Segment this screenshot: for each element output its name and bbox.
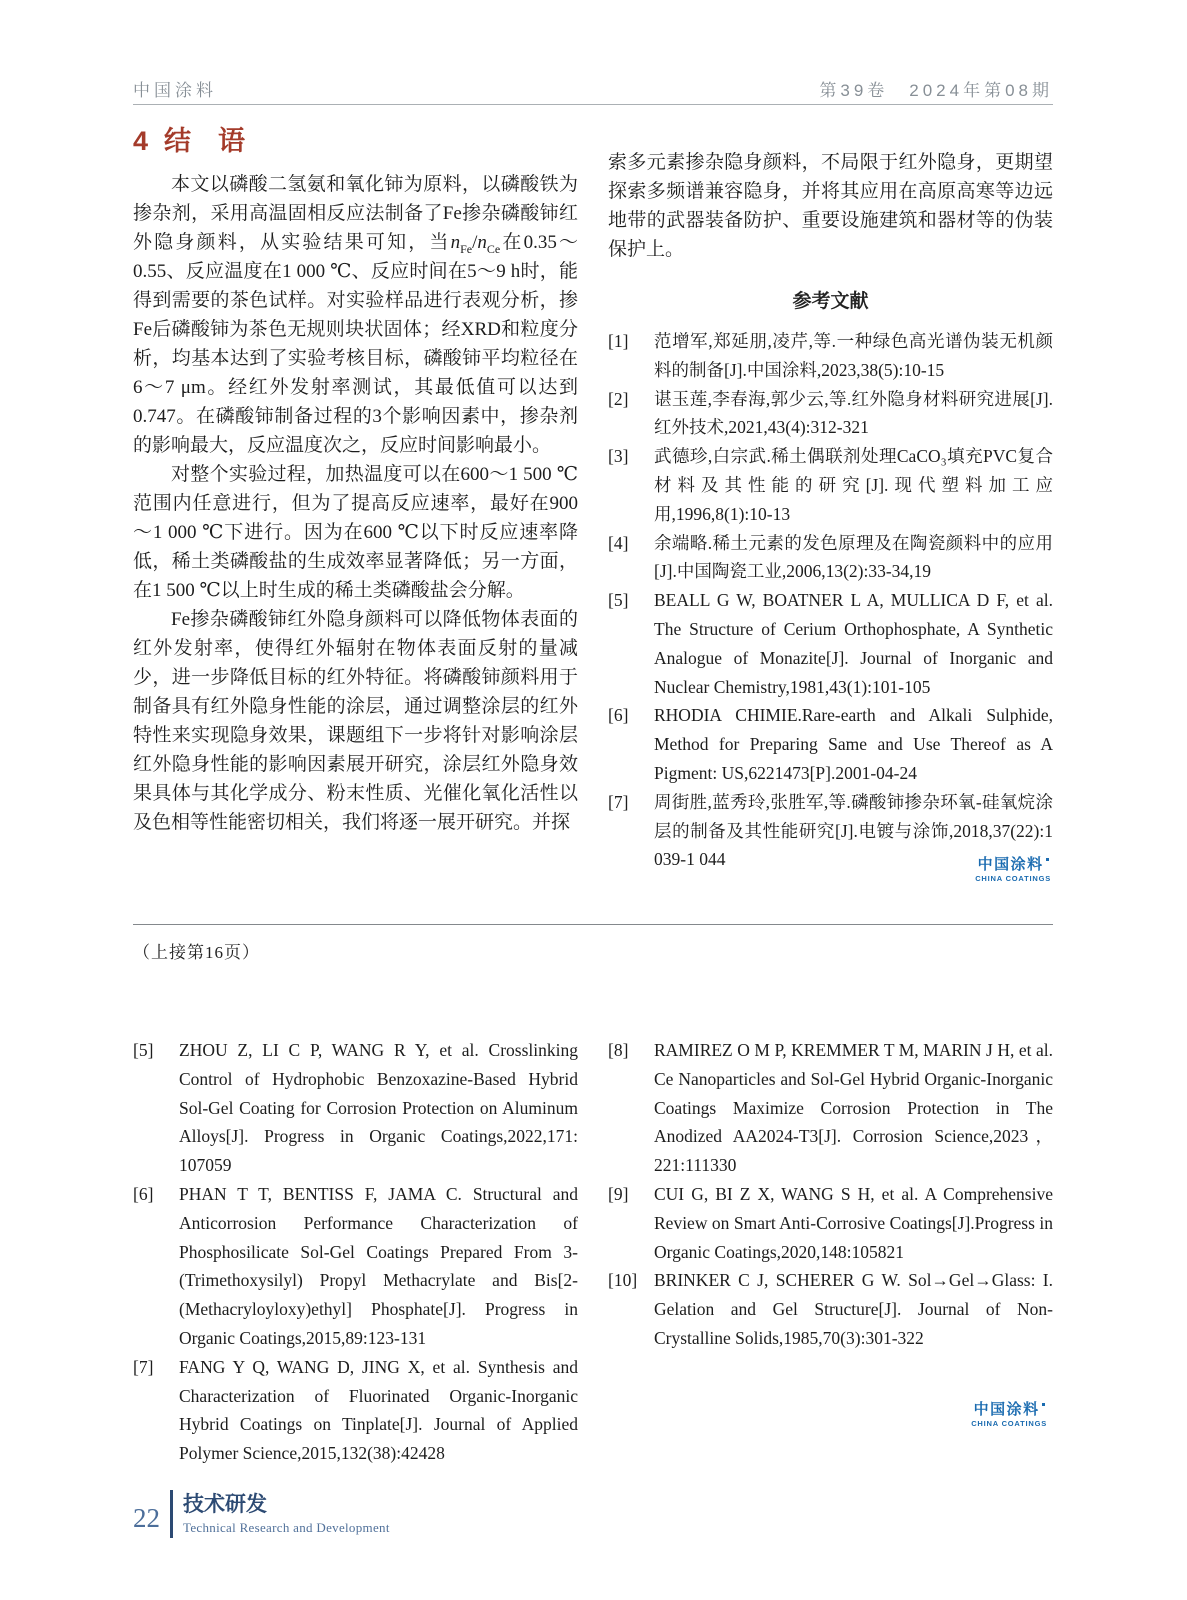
continued-references	[133, 1024, 1053, 1468]
reference-number: [3]	[608, 446, 629, 467]
footer-bar	[170, 1490, 173, 1538]
reference-number: [2]	[608, 388, 629, 409]
references-heading: 参考文献	[792, 291, 869, 312]
reference-number: [6]	[608, 705, 629, 726]
reference-item	[133, 1353, 578, 1468]
reference-item	[608, 442, 1053, 528]
reference-text: RAMIREZ O M P, KREMMER T M, MARIN J H, et al. Ce Nanoparticles and Sol-Gel Hybrid Organic-Inorganic Coatings Maximize Corrosion Protection in The Anodized AA2024-T3[J]. Corrosion Science,2023，221:111330	[654, 1040, 1053, 1176]
logo-cn-text	[975, 857, 1051, 872]
fraction-slash: /	[472, 232, 478, 253]
reference-text: FANG Y Q, WANG D, JING X, et al. Synthesis and Characterization of Fluorinated Organic-Inorganic Hybrid Coatings on Tinplate[J]. Journal of Applied Polymer Science,2015,132(38):42428	[179, 1356, 578, 1464]
reference-number: [1]	[608, 331, 629, 351]
subscript-ce: Ce	[486, 241, 501, 256]
journal-name: 中国涂料	[133, 81, 217, 100]
reference-item	[133, 1036, 578, 1180]
reference-item	[608, 701, 1053, 787]
reference-item	[608, 529, 1053, 587]
reference-text: BEALL G W, BOATNER L A, MULLICA D F, et al. The Structure of Cerium Orthophosphate, A Synthetic Analogue of Monazite[J]. Journal of Inorganic and Nuclear Chemistry,1981,43(1):101-105	[654, 590, 1053, 697]
trademark-mark	[1042, 1403, 1045, 1406]
continuation-note: （上接第16页）	[133, 943, 260, 962]
reference-item	[608, 1180, 1053, 1266]
reference-item	[608, 385, 1053, 443]
reference-item	[133, 1180, 578, 1353]
reference-number: [8]	[608, 1040, 629, 1060]
logo-cn-label: 中国涂料	[973, 1401, 1040, 1418]
main-columns	[133, 118, 1053, 883]
reference-text: RHODIA CHIMIE.Rare-earth and Alkali Sulphide, Method for Preparing Same and Use Thereof as A Pigment: US,6221473[P].2001-04-24	[654, 705, 1053, 783]
running-head	[133, 76, 1053, 101]
reference-number: [10]	[608, 1270, 638, 1291]
reference-text: 周街胜,蓝秀玲,张胜军,等.磷酸铈掺杂环氧-硅氧烷涂层的制备及其性能研究[J].电镀与涂饰,2018,37(22):1 039-1 044	[654, 791, 1053, 870]
variable-n-fe: n	[450, 232, 461, 253]
heading-title: 结 语	[164, 126, 246, 156]
trademark-mark	[1046, 858, 1049, 861]
reference-item	[608, 1266, 1053, 1352]
reference-text: BRINKER C J, SCHERER G W. Sol→Gel→Glass: I. Gelation and Gel Structure[J]. Journal of Non-Crystalline Solids,1985,70(3):301-322	[654, 1270, 1053, 1348]
section-divider	[133, 924, 1053, 925]
header-rule	[133, 104, 1053, 105]
reference-number: [7]	[133, 1356, 154, 1377]
reference-number: [7]	[608, 791, 629, 812]
footer-section	[183, 1493, 390, 1536]
continued-left-column	[133, 1024, 578, 1468]
reference-item	[608, 327, 1053, 385]
reference-text: 范增军,郑延朋,凌芹,等.一种绿色高光谱伪装无机颜料的制备[J].中国涂料,2023,38(5):10-15	[654, 331, 1053, 380]
reference-number: [5]	[133, 1040, 154, 1060]
heading-number: 4	[133, 126, 149, 156]
variable-n-ce: n	[477, 232, 487, 253]
continuation-paragraph: 索多元素掺杂隐身颜料，不局限于红外隐身，更期望探索多频谱兼容隐身，并将其应用在高原高寒等边远地带的武器装备防护、重要设施建筑和器材等的伪装保护上。	[608, 152, 1053, 260]
subscript-fe: Fe	[460, 241, 473, 256]
right-column	[608, 118, 1053, 883]
reference-number: [4]	[608, 532, 629, 553]
logo-en-text: CHINA COATINGS	[975, 873, 1051, 883]
paragraph-1-text-a: 本文以磷酸二氢氨和氧化铈为原料，以磷酸铁为掺杂剂，采用高温固相反应法制备了Fe掺杂磷酸铈红外隐身颜料，从实验结果可知，当	[133, 174, 578, 253]
paragraph-3: Fe掺杂磷酸铈红外隐身颜料可以降低物体表面的红外发射率，使得红外辐射在物体表面反射的量减少，进一步降低目标的红外特征。将磷酸铈颜料用于制备具有红外隐身性能的涂层，通过调整涂层的红外特性来实现隐身效果，课题组下一步将针对影响涂层红外隐身性能的影响因素展开研究，涂层红外隐身效果具体与其化学成分、粉末性质、光催化氧化活性以及色相等性能密切相关，我们将逐一展开研究。并探	[133, 609, 578, 833]
logo-cn-label: 中国涂料	[977, 855, 1044, 873]
paragraph-2: 对整个实验过程，加热温度可以在600～1 500 ℃范围内任意进行，但为了提高反应速率，最好在900～1 000 ℃下进行。因为在600 ℃以下时反应速率降低，稀土类磷酸盐的生成效率显著降低；另一方面，在1 500 ℃以上时生成的稀土类磷酸盐会分解。	[133, 464, 578, 601]
issue-info: 第39卷 2024年第08期	[819, 81, 1053, 100]
reference-list	[608, 327, 1053, 874]
reference-text: 武德珍,白宗武.稀土偶联剂处理CaCO₃填充PVC复合材料及其性能的研究[J].现代塑料加工应用,1996,8(1):10-13	[654, 446, 1053, 524]
reference-text: CUI G, BI Z X, WANG S H, et al. A Comprehensive Review on Smart Anti-Corrosive Coatings[J].Progress in Organic Coatings,2020,148:105821	[654, 1183, 1053, 1262]
column-subtitle: Technical Research and Development	[183, 1519, 390, 1535]
page-number: 22	[133, 1502, 160, 1533]
reference-item	[608, 586, 1053, 701]
reference-text: 余端略.稀土元素的发色原理及在陶瓷颜料中的应用[J].中国陶瓷工业,2006,13(2):33-34,19	[654, 532, 1053, 582]
china-coatings-logo	[975, 857, 1051, 883]
reference-number: [5]	[608, 590, 629, 611]
column-title: 技术研发	[183, 1492, 267, 1516]
china-coatings-logo	[971, 1402, 1047, 1428]
left-column	[133, 118, 578, 874]
logo-en-text: CHINA COATINGS	[971, 1419, 1047, 1428]
reference-number: [9]	[608, 1183, 629, 1204]
reference-item	[608, 1036, 1053, 1180]
paragraph-1-text-b: 在0.35～0.55、反应温度在1 000 ℃、反应时间在5～9 h时，能得到需要的茶色试样。对实验样品进行表观分析，掺Fe后磷酸铈为茶色无规则块状固体；经XRD和粒度分析，均基本达到了实验考核目标，磷酸铈平均粒径在6～7 μm。经红外发射率测试，其最低值可以达到0.747。在磷酸铈制备过程的3个影响因素中，掺杂剂的影响最大，反应温度次之，反应时间影响最小。	[133, 232, 578, 456]
reference-text: 谌玉莲,李春海,郭少云,等.红外隐身材料研究进展[J].红外技术,2021,43(4):312-321	[654, 388, 1053, 438]
logo-cn-text	[971, 1402, 1047, 1417]
reference-text: ZHOU Z, LI C P, WANG R Y, et al. Crosslinking Control of Hydrophobic Benzoxazine-Based Hybrid Sol-Gel Coating for Corrosion Protection on Aluminum Alloys[J]. Progress in Organic Coatings,2022,171: 107059	[179, 1040, 578, 1176]
section-heading	[133, 124, 578, 158]
reference-text: PHAN T T, BENTISS F, JAMA C. Structural and Anticorrosion Performance Characterization of Phosphosilicate Sol-Gel Coatings Prepared From 3-(Trimethoxysilyl) Propyl Methacrylate and Bis[2-(Methacryloyloxy)ethyl] Phosphate[J]. Progress in Organic Coatings,2015,89:123-131	[179, 1183, 578, 1348]
footer	[133, 1490, 390, 1538]
paragraph-1	[133, 170, 578, 460]
reference-number: [6]	[133, 1183, 154, 1204]
